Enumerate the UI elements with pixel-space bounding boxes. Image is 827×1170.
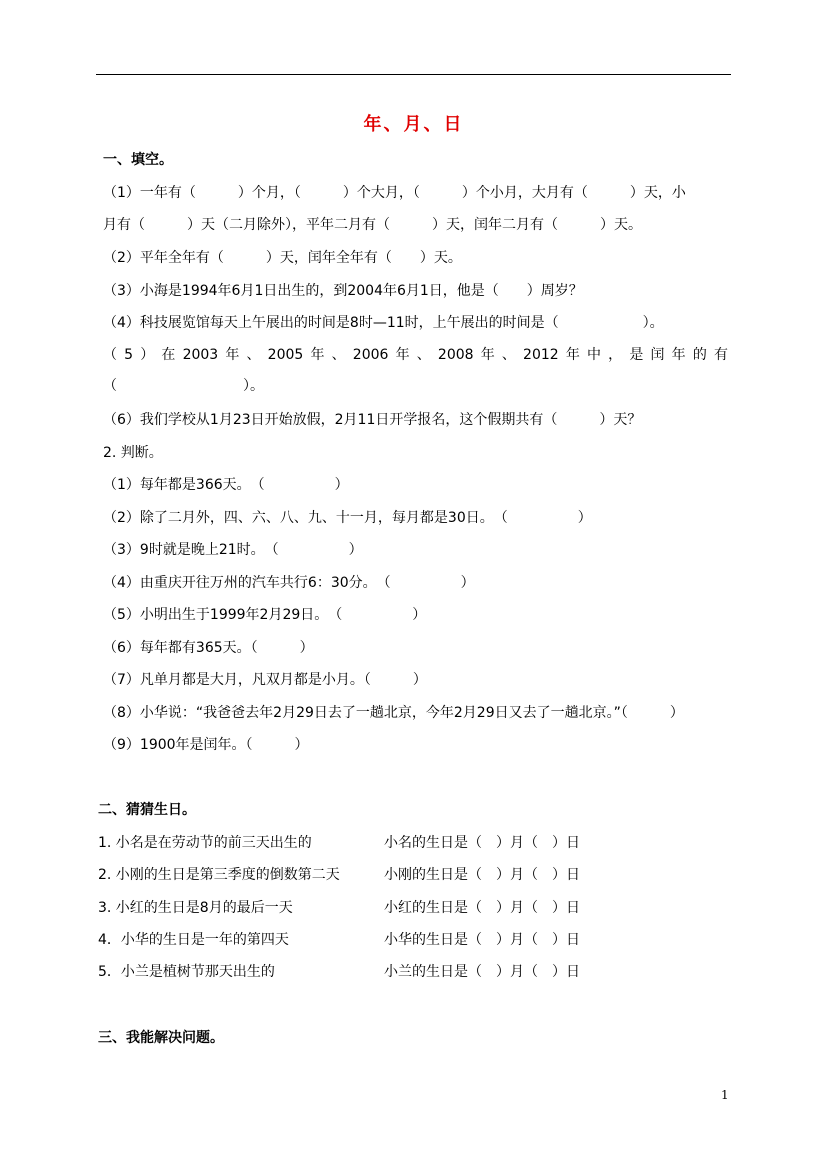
fill-blank-line: （2）平年全年有（ ）天，闰年全年有（ ）天。 [103,250,462,266]
judge-line: （2）除了二月外，四、六、八、九、十一月，每月都是30日。 （ ） [103,510,592,526]
fill-blank-line: （6）我们学校从1月23日开始放假，2月11日开学报名，这个假期共有（ ）天？ [103,412,642,428]
birthday-item [98,865,580,885]
fill-blank-line: （3）小海是1994年6月1日出生的，到2004年6月1日，他是（ ）周岁？ [103,283,583,299]
birthday-item [98,930,580,950]
fill-blank-line: （1）一年有（ ）个月，（ ）个大月，（ ）个小月，大月有（ ）天，小 [103,185,686,201]
birthday-item [98,962,580,982]
judge-line: （6）每年都有365天。（ ） [103,640,314,656]
judge-line: （3）9时就是晚上21时。 （ ） [103,542,363,558]
fill-blank-line: （4）科技展览馆每天上午展出的时间是8时—11时，上午展出的时间是（ ）。 [103,315,664,331]
birthday-item [98,833,580,853]
section-heading-judge: 2. 判断。 [103,445,163,461]
judge-line: （8）小华说：“我爸爸去年2月29日去了一趟北京，今年2月29日又去了一趟北京。”（ ） [103,705,684,721]
birthday-answer: 小华的生日是（ ）月（ ）日 [384,932,580,948]
judge-line: （9）1900年是闰年。（ ） [103,737,309,753]
birthday-question: 1. 小名是在劳动节的前三天出生的 [98,835,312,851]
judge-line: （4）由重庆开往万州的汽车共行6：30分。 （ ） [103,575,475,591]
judge-line: （5）小明出生于1999年2月29日。 （ ） [103,607,427,623]
birthday-question: 2. 小刚的生日是第三季度的倒数第二天 [98,867,340,883]
header-rule [96,74,731,75]
birthday-answer: 小刚的生日是（ ）月（ ）日 [384,867,580,883]
judge-line: （1）每年都是366天。 （ ） [103,477,349,493]
judge-line: （7）凡单月都是大月，凡双月都是小月。（ ） [103,672,427,688]
page-title: 年、月、日 [363,114,464,135]
section-heading-birthday: 二、猜猜生日。 [98,802,196,818]
fill-blank-line: （5）在2003年、2005年、2006年、2008年、2012年中，是闰年的有 [103,347,728,363]
section-heading-fill-blank: 一、填空。 [103,152,173,168]
birthday-item [98,898,580,918]
fill-blank-line: （ ）。 [103,378,264,394]
birthday-question: 5．小兰是植树节那天出生的 [98,964,275,980]
page-number: 1 [721,1088,729,1102]
birthday-answer: 小红的生日是（ ）月（ ）日 [384,900,580,916]
birthday-answer: 小兰的生日是（ ）月（ ）日 [384,964,580,980]
birthday-question: 4．小华的生日是一年的第四天 [98,932,289,948]
section-heading-solve: 三、我能解决问题。 [98,1030,224,1046]
fill-blank-line: 月有（ ）天（二月除外），平年二月有（ ）天，闰年二月有（ ）天。 [103,217,642,233]
birthday-question: 3. 小红的生日是8月的最后一天 [98,900,293,916]
birthday-answer: 小名的生日是（ ）月（ ）日 [384,835,580,851]
